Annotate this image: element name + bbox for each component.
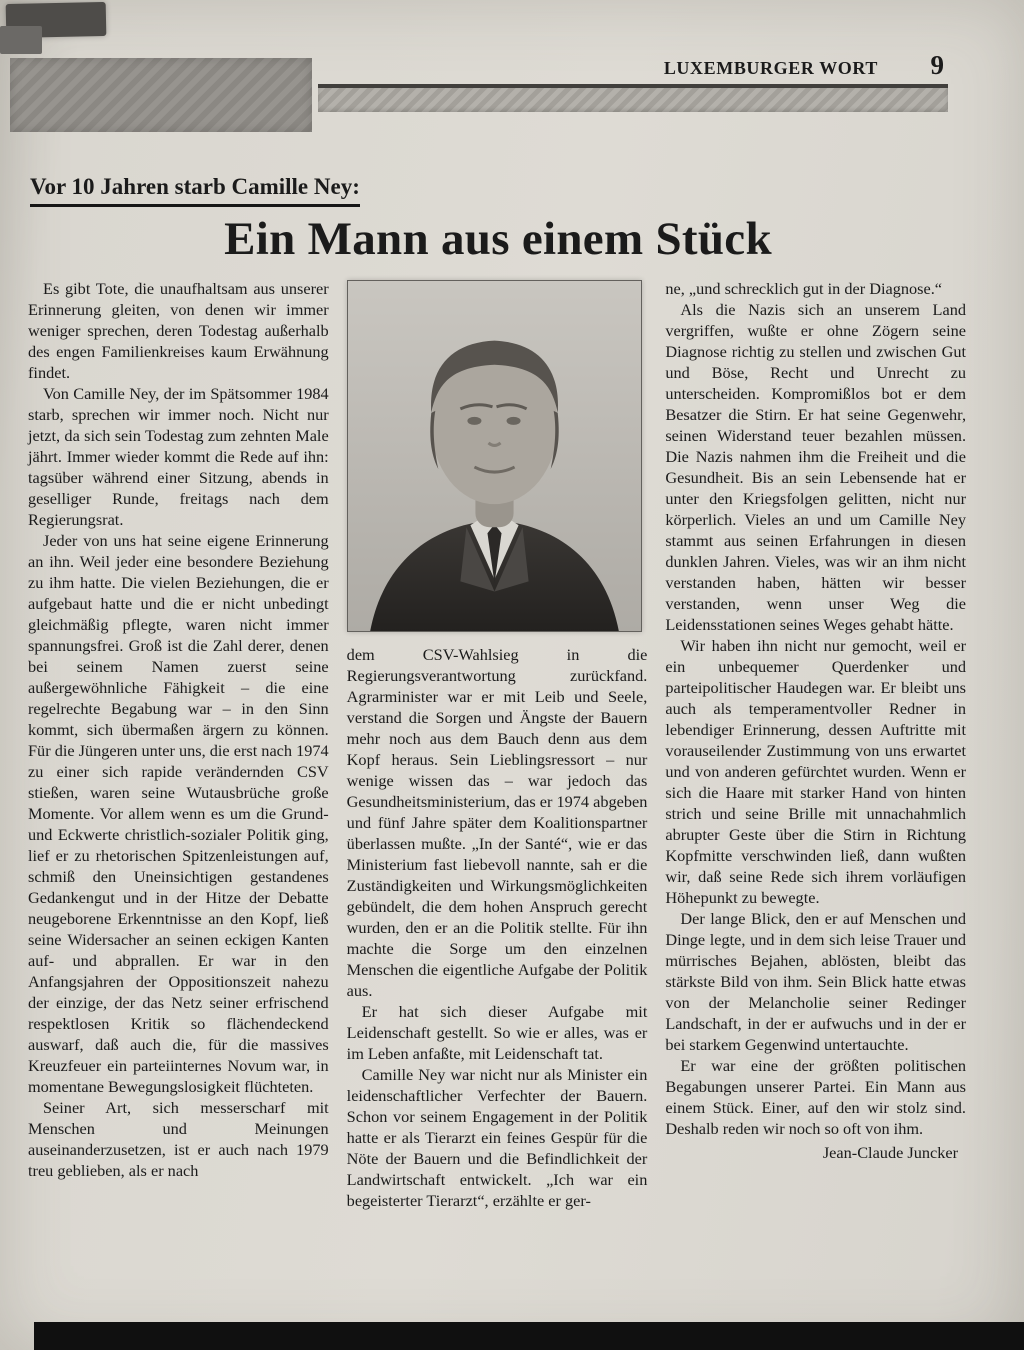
- body-paragraph: Seiner Art, sich messerscharf mit Menschen und Meinungen auseinanderzusetzen, ist er auch nach 1979 treu geblieben, als er nach: [28, 1098, 329, 1180]
- body-paragraph: Als die Nazis sich an unserem Land vergriffen, wußte er ohne Zögern seine Diagnose richtig zu stellen und zwischen Gut und Böse, Recht und Unrecht zu unterscheiden. Kompromißlos bot er dem Besatzer die Stirn. Er hat seine Gegenwehr, seinen Widerstand teuer bezahlen müssen. Die Nazis nahmen ihm die Freiheit und die Gesundheit. Bis an sein Lebensende hat er unter den Kriegsfolgen gelitten, nicht nur körperlich. Vieles an und um Camille Ney stammt aus seinen Erfahrungen in diesen dunklen Jahren. Vieles, was wir an ihm nicht verstanden haben, hätten wir besser verstanden, wenn unser Weg die Leidensstationen seines Weges gehabt hätte.: [665, 300, 967, 634]
- masthead: LUXEMBURGER WORT: [663, 58, 878, 78]
- article-column-1: [28, 278, 329, 1211]
- page-number: 9: [930, 50, 944, 80]
- article-kicker: [30, 174, 360, 207]
- body-paragraph: ne, „und schrecklich gut in der Diagnose.“: [665, 279, 943, 298]
- body-paragraph: Er hat sich dieser Aufgabe mit Leidenschaft gestellt. So wie er alles, was er im Leben anfaßte, mit Leidenschaft tat.: [346, 1002, 648, 1063]
- article-kicker-text: Vor 10 Jahren starb Camille Ney:: [30, 174, 360, 207]
- body-paragraph: Der lange Blick, den er auf Menschen und Dinge legte, und in dem sich leise Trauer und mürrisches Bejahen, ablösten, bleibt das stärkste Bild von ihm. Sein Blick hatte etwas von der Melancholie seiner Redinger Landschaft, in der er aufwuchs und in der er bei starkem Gegenwind untertauchte.: [665, 909, 967, 1054]
- article-column-3: [665, 278, 966, 1211]
- body-paragraph: Wir haben ihn nicht nur gemocht, weil er ein unbequemer Querdenker und parteipolitischer Haudegen war. Er bleibt uns auch als temperamentvoller Redner in lebendiger Erinnerung, dessen Auftritte mit vorauseilender Zustimmung von uns erwartet und von anderen gefürchtet wurden. Wenn er sich die Haare mit starker Hand von hinten strich und seine Brille mit unnachahmlich abrupter Geste über die Stirn in Richtung Kopfmitte verschwinden ließ, dann wußten wir, daß seine Rede sich ihrem vorläufigen Höhepunkt zu bewegte.: [665, 636, 967, 907]
- body-paragraph: Er war eine der größten politischen Begabungen unserer Partei. Ein Mann aus einem Stück. Einer, auf den wir stolz sind. Deshalb reden wir noch so oft von ihm.: [665, 1056, 967, 1138]
- scan-artifact-block: [10, 58, 312, 132]
- article-column-2: [347, 278, 648, 1211]
- body-paragraph: Jeder von uns hat seine eigene Erinnerung an ihn. Weil jeder eine besondere Beziehung zu ihm hatte. Die vielen Beziehungen, die er aufgebaut hatte und die er nicht unbedingt gleichmäßig pflegte, waren nicht immer spannungsfrei. Groß ist die Zahl derer, denen bei seinem Namen zuerst seine außergewöhnliche Fähigkeit – die eine regelrechte Begabung war – in den Sinn kommt, sich übermaßen ärgern zu können. Für die Jüngeren unter uns, die erst nach 1974 zu einer sich rapide verändernden CSV stießen, waren seine Wutausbrüche große Momente. Vor allem wenn es um die Grund- und Eckwerte christlich-sozialer Politik ging, lief er zu rhetorischen Spitzenleistungen auf, schmiß den Uneinsichtigen gestandenes Gedankengut und in der Hitze der Debatte neugeborene Erkenntnisse an den Kopf, ließ seine Widersacher an seinen eckigen Kanten auf- und abprallen. Er war in den Anfangsjahren der Oppositionszeit nahezu der einzige, der das Netz seiner erfrischend respektlosen Kritik so flächendeckend auswarf, daß auch die, für die massives Kreuzfeuer ein parteiinternes Novum war, in momentane Bewegungslosigkeit flüchteten.: [28, 531, 329, 1096]
- header-rule-bar: [318, 84, 948, 112]
- scan-bottom-edge: [34, 1322, 1024, 1350]
- body-paragraph: Es gibt Tote, die unaufhaltsam aus unserer Erinnerung gleiten, von denen wir immer weniger sprechen, deren Todestag außerhalb des engen Familienkreises kaum Erwähnung findet.: [28, 279, 329, 382]
- portrait-photo-image: [348, 281, 641, 631]
- body-paragraph: Von Camille Ney, der im Spätsommer 1984 starb, sprechen wir immer noch. Nicht nur jetzt, da sich sein Todestag zum zehnten Male jährt. Immer wieder kommt die Rede auf ihn: tagsüber während einer Sitzung, abends in geselliger Runde, freitags nach dem Regierungsrat.: [28, 384, 329, 529]
- article-columns: [28, 278, 966, 1211]
- article-headline: Ein Mann aus einem Stück: [224, 213, 772, 265]
- body-paragraph: Camille Ney war nicht nur als Minister ein leidenschaftlicher Verfechter der Bauern. Schon vor seinem Engagement in der Politik hatte er als Tierarzt ein feines Gespür für die Nöte der Bauern und die Befindlichkeit der Landwirtschaft entwickelt. „Ich war ein begeisterter Tierarzt“, erzählte er ger-: [346, 1065, 648, 1210]
- body-paragraph: dem CSV-Wahlsieg in die Regierungsverantwortung zurückfand. Agrarminister war er mit Leib und Seele, verstand die Sorgen und Ängste der Bauern mehr noch aus dem Bauch denn aus dem Kopf heraus. Sein Lieblingsressort – nur wenige wissen das – war jedoch das Gesundheitsministerium, das er 1974 abgeben und fünf Jahre später dem Koalitionspartner überlassen mußte. „In der Santé“, wie er das Ministerium fast liebevoll nannte, sah er die Zuständigkeiten und Wirkungsmöglichkeiten gebündelt, die dem hohen Anspruch gerecht wurden, den er an die Politik stellte. Für ihn machte die Sorge um den einzelnen Menschen die eigentliche Aufgabe der Politik aus.: [346, 645, 648, 1000]
- article-byline: Jean-Claude Juncker: [822, 1143, 959, 1162]
- scan-artifact-smudge: [0, 26, 42, 54]
- portrait-photo: [347, 280, 642, 632]
